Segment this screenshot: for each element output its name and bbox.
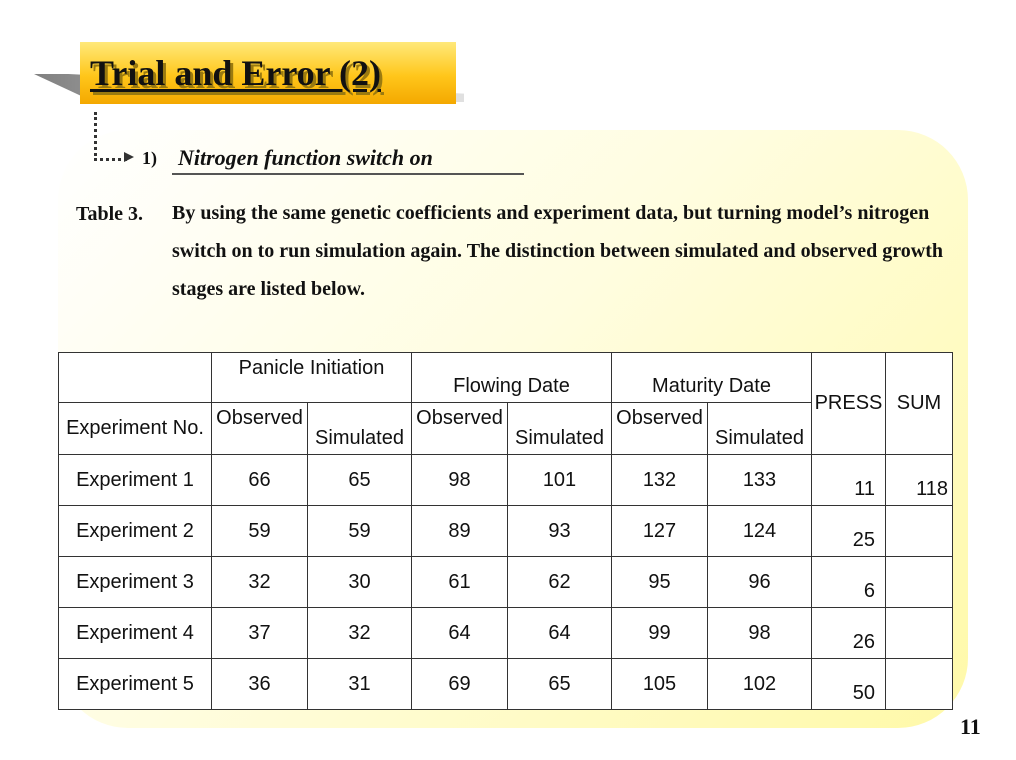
cell-md-simulated: 102 [708, 659, 812, 710]
cell-pi-observed: 36 [212, 659, 308, 710]
cell-pi-observed: 66 [212, 455, 308, 506]
cell-fd-simulated: 93 [508, 506, 612, 557]
table-caption-text: By using the same genetic coefficients and experiment data, but turning model’s nitrogen switch on to run simulation again. The distinction between simulated and observed growth stages are listed below. [172, 202, 944, 300]
results-table [58, 352, 953, 710]
cell-pi-observed: 32 [212, 557, 308, 608]
table-row [59, 506, 953, 557]
press-header: PRESS [812, 353, 886, 455]
cell-md-observed: 105 [612, 659, 708, 710]
cell-md-simulated: 96 [708, 557, 812, 608]
table-row [59, 659, 953, 710]
observed-header: Observed [212, 403, 308, 455]
cell-press: 25 [812, 506, 886, 557]
cell-press: 11 [812, 455, 886, 506]
cell-pi-simulated: 32 [308, 608, 412, 659]
cell-pi-simulated: 59 [308, 506, 412, 557]
sum-header: SUM [886, 353, 953, 455]
cell-sum-empty [886, 557, 953, 608]
simulated-header: Simulated [708, 403, 812, 455]
cell-fd-simulated: 62 [508, 557, 612, 608]
cell-sum-empty [886, 608, 953, 659]
table-row [59, 557, 953, 608]
cell-press: 26 [812, 608, 886, 659]
experiment-no-header: Experiment No. [59, 403, 212, 455]
table-row [59, 455, 953, 506]
experiment-name: Experiment 4 [59, 608, 212, 659]
cell-fd-observed: 61 [412, 557, 508, 608]
cell-pi-simulated: 30 [308, 557, 412, 608]
experiment-name: Experiment 2 [59, 506, 212, 557]
cell-fd-observed: 69 [412, 659, 508, 710]
cell-md-observed: 127 [612, 506, 708, 557]
cell-fd-observed: 64 [412, 608, 508, 659]
subtitle-number: 1) [142, 148, 157, 168]
experiment-name: Experiment 5 [59, 659, 212, 710]
dotted-connector [94, 112, 127, 161]
group-header-flowing-date: Flowing Date [412, 353, 612, 403]
cell-sum-empty [886, 659, 953, 710]
cell-md-simulated: 98 [708, 608, 812, 659]
cell-md-observed: 99 [612, 608, 708, 659]
cell-press: 50 [812, 659, 886, 710]
cell-md-simulated: 124 [708, 506, 812, 557]
subtitle-text: Nitrogen function switch on [172, 145, 524, 175]
cell-press: 6 [812, 557, 886, 608]
table-header-row-groups [59, 353, 953, 403]
corner-cell [59, 353, 212, 403]
cell-md-observed: 132 [612, 455, 708, 506]
page-number: 11 [960, 714, 981, 739]
observed-header: Observed [412, 403, 508, 455]
arrow-right-icon [124, 152, 134, 162]
cell-fd-simulated: 65 [508, 659, 612, 710]
experiment-name: Experiment 3 [59, 557, 212, 608]
cell-md-observed: 95 [612, 557, 708, 608]
cell-pi-simulated: 65 [308, 455, 412, 506]
simulated-header: Simulated [508, 403, 612, 455]
simulated-header: Simulated [308, 403, 412, 455]
cell-md-simulated: 133 [708, 455, 812, 506]
cell-fd-observed: 98 [412, 455, 508, 506]
observed-header: Observed [612, 403, 708, 455]
group-header-maturity-date: Maturity Date [612, 353, 812, 403]
cell-fd-simulated: 101 [508, 455, 612, 506]
slide-title: Trial and Error (2) [90, 53, 381, 93]
table-caption-label: Table 3. [76, 203, 144, 225]
group-header-panicle-initiation: Panicle Initiation [212, 353, 412, 403]
cell-sum: 118 [886, 455, 953, 506]
cell-pi-observed: 37 [212, 608, 308, 659]
cell-fd-simulated: 64 [508, 608, 612, 659]
cell-pi-observed: 59 [212, 506, 308, 557]
table-row [59, 608, 953, 659]
experiment-name: Experiment 1 [59, 455, 212, 506]
cell-sum-empty [886, 506, 953, 557]
cell-pi-simulated: 31 [308, 659, 412, 710]
cell-fd-observed: 89 [412, 506, 508, 557]
